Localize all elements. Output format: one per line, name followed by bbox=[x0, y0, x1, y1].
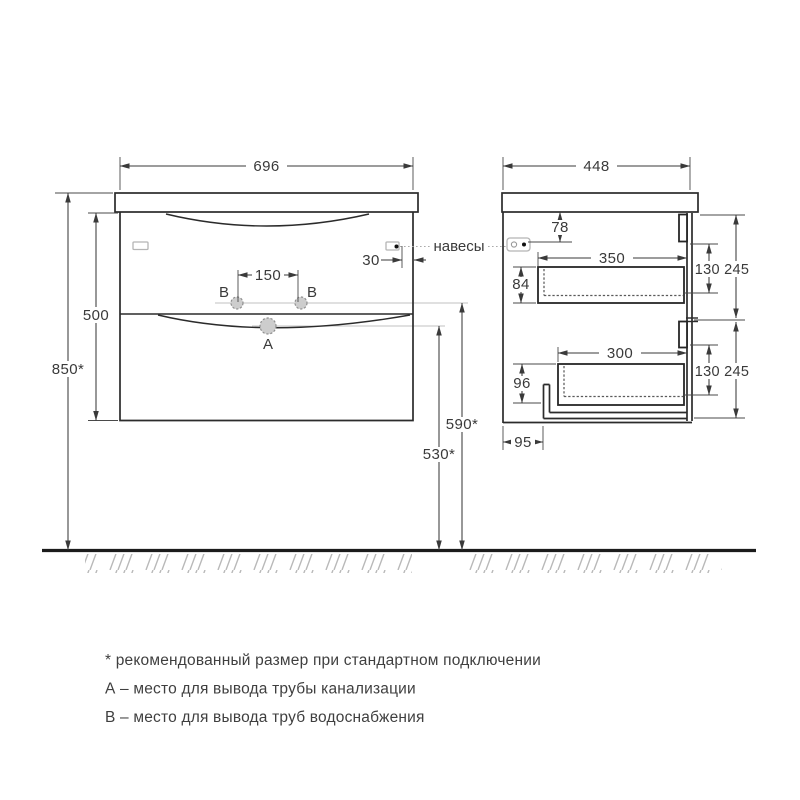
ground-hatching-left bbox=[85, 554, 412, 573]
side-hanger-dot bbox=[522, 243, 526, 247]
dim-lower-front-130-245: 130 245 bbox=[694, 364, 750, 380]
dim-drawer2-300: 300 bbox=[606, 345, 634, 362]
dim-depth-448: 448 bbox=[583, 158, 610, 175]
front-basin-curve bbox=[166, 214, 369, 226]
hanger-left bbox=[133, 242, 148, 250]
footnotes bbox=[105, 652, 541, 726]
dim-drawer1-84: 84 bbox=[512, 276, 530, 293]
point-b-left-label: B bbox=[218, 284, 230, 301]
front-dimensions bbox=[47, 157, 483, 550]
hanger-right-dot bbox=[395, 245, 399, 249]
dim-drawer2-96: 96 bbox=[513, 375, 531, 392]
side-hanger-ring bbox=[511, 242, 516, 247]
hangers-callout bbox=[400, 238, 506, 255]
dim-height-500: 500 bbox=[82, 307, 110, 324]
footnote-recommended: * рекомендованный размер при стандартном подключении bbox=[105, 652, 541, 669]
dim-width-696: 696 bbox=[253, 158, 280, 175]
side-handle-upper bbox=[679, 215, 687, 242]
footnote-point-a: А – место для вывода трубы канализации bbox=[105, 680, 416, 698]
point-b-right-label: B bbox=[306, 284, 318, 301]
hangers-label: навесы bbox=[433, 238, 485, 255]
dim-drain-530: 530* bbox=[422, 446, 456, 463]
upper-drawer-box bbox=[538, 267, 684, 303]
footnote-point-b: В – место для вывода труб водоснабжения bbox=[105, 709, 425, 726]
side-hanger-bracket bbox=[507, 238, 530, 251]
dim-drawer1-350: 350 bbox=[598, 250, 626, 267]
lower-drawer-box bbox=[558, 364, 684, 405]
dim-siphon-95: 95 bbox=[514, 434, 532, 451]
side-countertop bbox=[502, 193, 698, 212]
point-b-left bbox=[231, 297, 243, 309]
point-b-right bbox=[295, 297, 307, 309]
dim-water-590: 590* bbox=[445, 416, 479, 433]
dim-mount-850: 850* bbox=[51, 361, 85, 378]
point-a-label: А bbox=[262, 336, 274, 353]
front-view bbox=[115, 193, 468, 421]
ground-hatching-right bbox=[458, 554, 722, 573]
side-handle-lower bbox=[679, 322, 687, 348]
dim-hanger-78: 78 bbox=[551, 219, 569, 236]
dim-tap-150: 150 bbox=[254, 267, 282, 284]
front-countertop bbox=[115, 193, 418, 212]
point-a bbox=[260, 318, 276, 334]
dim-hanger-30: 30 bbox=[362, 252, 380, 269]
ground bbox=[42, 551, 756, 574]
dim-upper-front-130-245: 130 245 bbox=[694, 262, 750, 278]
